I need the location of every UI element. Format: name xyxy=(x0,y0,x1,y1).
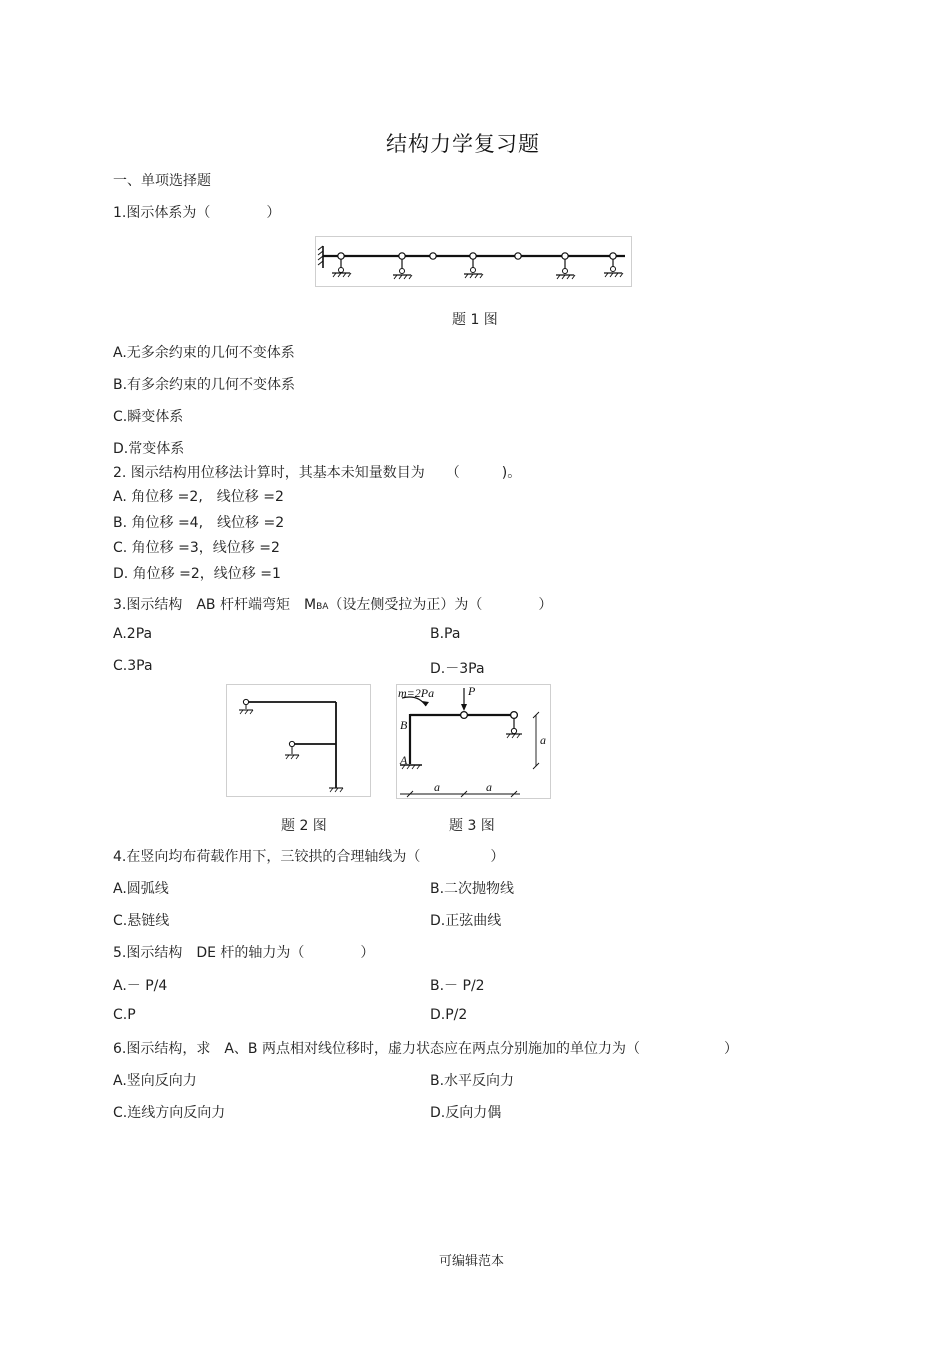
q1-caption: 题 1 图 xyxy=(452,312,498,328)
q1-stem: 1.图示体系为（ ） xyxy=(113,205,281,221)
fig3-point-a-label: A xyxy=(400,753,408,767)
q3-stem-post: （设左侧受拉为正）为（ ） xyxy=(328,597,553,613)
q3-option-b: B.Pa xyxy=(430,626,461,642)
q1-option-c: C.瞬变体系 xyxy=(113,409,184,425)
q3-stem-pre: 3.图示结构 AB 杆杆端弯矩 M xyxy=(113,597,317,613)
q3-option-c: C.3Pa xyxy=(113,658,153,674)
q2-option-a: A. 角位移 =2, 线位移 =2 xyxy=(113,489,284,505)
q5-option-b: B.－ P/2 xyxy=(430,978,485,994)
page-footer: 可编辑范本 xyxy=(439,1254,505,1269)
q4-option-d: D.正弦曲线 xyxy=(430,913,502,929)
q3-stem-subscript: BA xyxy=(316,602,329,612)
q2-stem: 2. 图示结构用位移法计算时，其基本未知量数目为 （ )。 xyxy=(113,465,522,481)
q4-option-b: B.二次抛物线 xyxy=(430,881,515,897)
fig3-moment-label: m=2Pa xyxy=(398,686,435,700)
q1-option-d: D.常变体系 xyxy=(113,441,185,457)
q4-option-c: C.悬链线 xyxy=(113,913,170,929)
fig2-frame-figure xyxy=(226,684,372,798)
fig3-point-b-label: B xyxy=(400,718,408,732)
fig3-load-label: P xyxy=(468,684,476,698)
q4-stem: 4.在竖向均布荷载作用下，三铰拱的合理轴线为（ ） xyxy=(113,849,505,865)
page-title: 结构力学复习题 xyxy=(386,132,540,156)
q6-stem: 6.图示结构，求 A、B 两点相对线位移时，虚力状态应在两点分别施加的单位力为（ ） xyxy=(113,1041,738,1057)
fig2-caption: 题 2 图 xyxy=(281,818,327,834)
q5-option-d: D.P/2 xyxy=(430,1007,468,1023)
fig3-frame-figure xyxy=(396,684,552,800)
q1-option-b: B.有多余约束的几何不变体系 xyxy=(113,377,296,393)
fig3-dim-left: a xyxy=(434,780,440,794)
q3-option-d: D.－3Pa xyxy=(430,661,485,677)
q3-option-a: A.2Pa xyxy=(113,626,153,642)
q6-option-a: A.竖向反向力 xyxy=(113,1073,197,1089)
q5-stem: 5.图示结构 DE 杆的轴力为（ ） xyxy=(113,945,375,961)
q1-figure xyxy=(315,236,633,288)
q2-option-c: C. 角位移 =3，线位移 =2 xyxy=(113,540,280,556)
q5-option-c: C.P xyxy=(113,1007,136,1023)
q4-option-a: A.圆弧线 xyxy=(113,881,169,897)
q1-option-a: A.无多余约束的几何不变体系 xyxy=(113,345,295,361)
fig3-dim-right: a xyxy=(486,780,492,794)
q6-option-d: D.反向力偶 xyxy=(430,1105,502,1121)
fig3-caption: 题 3 图 xyxy=(449,818,495,834)
q6-option-c: C.连线方向反向力 xyxy=(113,1105,226,1121)
q2-option-b: B. 角位移 =4, 线位移 =2 xyxy=(113,515,285,531)
q5-option-a: A.－ P/4 xyxy=(113,978,168,994)
section-heading: 一、单项选择题 xyxy=(113,173,211,189)
q3-stem xyxy=(113,594,552,614)
q2-option-d: D. 角位移 =2，线位移 =1 xyxy=(113,566,281,582)
fig3-dim-vertical: a xyxy=(540,733,546,747)
q6-option-b: B.水平反向力 xyxy=(430,1073,515,1089)
